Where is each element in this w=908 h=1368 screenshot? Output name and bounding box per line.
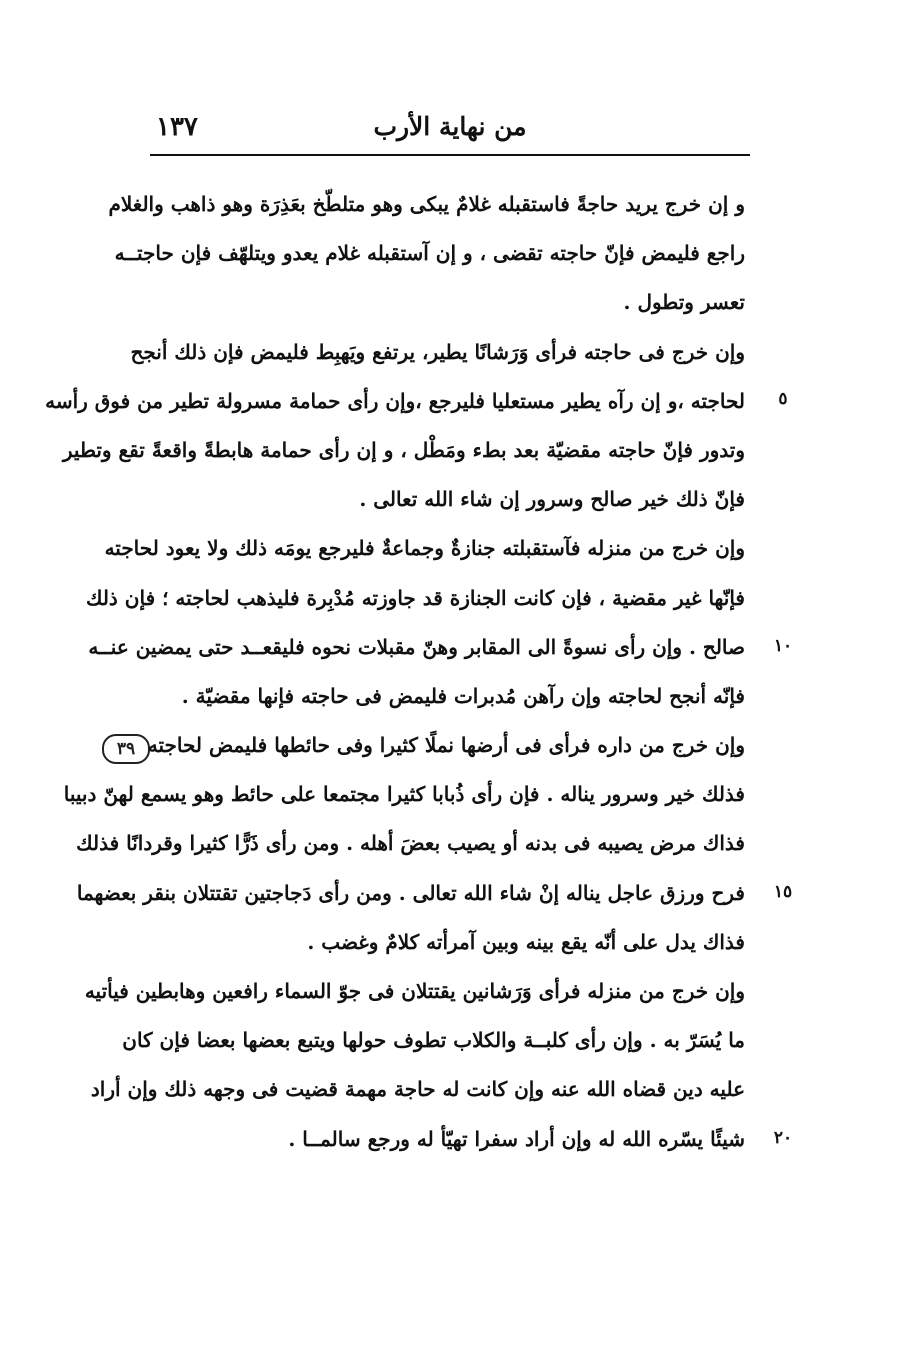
text-line: وإن خرج فى حاجته فرأى وَرَشانًا يطير، يرتفع ويَهبِط فليمض فإن ذلك أنجح [130,339,745,364]
paragraph-5 [84,967,745,1164]
text-line: تعسر وتطول . [623,290,745,315]
text-line: فذلك خير وسرور يناله . فإن رأى ذُبابا كثيرا مجتمعا على حائط وهو يسمع لهنّ دبيبا [63,782,745,807]
text-line: لحاجته ،و إن رآه يطير مستعليا فليرجع ،وإن رأى حمامة مسرولة تطير من فوق رأسه [45,388,745,413]
text-line: فإنّ ذلك خير صالح وسرور إن شاء الله تعالى . [359,487,745,512]
text-line: فإنّه أنجح لحاجته وإن رآهن مُدبرات فليمض فى حاجته فإنها مقضيّة . [181,683,745,708]
folio-stamp: ٣٩ [102,734,150,764]
running-title: من نهاية الأرب [373,112,527,141]
text-line: ما يُسَرّ به . وإن رأى كلبــة والكلاب تطوف حولها ويتبع بعضها بعضا فإن كان [122,1028,745,1053]
paragraph-2 [45,328,745,525]
text-line: صالح . وإن رأى نسوةً الى المقابر وهنّ مقبلات نحوه فليقعــد حتى يمضين عنــه [88,634,745,659]
header-rule [150,154,750,156]
text-line: فرح ورزق عاجل يناله إنْ شاء الله تعالى . ومن رأى دَجاجتين تقتتلان بنقر بعضهما [76,880,745,905]
page-header [150,104,750,150]
line-number-5: ٥ [778,389,788,409]
paragraph-1 [108,180,745,328]
text-line: فإنّها غير مقضية ، فإن كانت الجنازة قد جاوزته مُدْبِرة فليذهب لحاجته ؛ فإن ذلك [85,585,745,610]
text-line: وإن خرج من منزله فرأى وَرَشانين يقتتلان فى جوّ السماء رافعين وهابطين فيأتيه [84,979,745,1003]
text-line: عليه دين قضاه الله عنه وإن كانت له حاجة مهمة قضيت فى وجهه ذلك وإن أراد [90,1077,745,1102]
text-line: راجع فليمض فإنّ حاجته تقضى ، و إن آستقبله غلام يعدو ويتلهّف فإن حاجتــه [114,241,745,266]
text-line: شيئًا يسّره الله له وإن أراد سفرا تهيّأ له ورجع سالمــا . [288,1126,745,1151]
text-line: و إن خرج يريد حاجةً فاستقبله غلامٌ يبكى وهو متلطّخ بعَذِرَة وهو ذاهب والغلام [108,192,745,216]
page-number: ١٣٧ [156,112,198,142]
text-line: وإن خرج من منزله فآستقبلته جنازةٌ وجماعةٌ فليرجع يومَه ذلك ولا يعود لحاجته [104,536,745,561]
line-number-20: ٢٠ [773,1128,793,1148]
text-line: فذاك يدل على أنّه يقع بينه وبين آمرأته كلامٌ وغضب . [307,929,745,954]
line-number-15: ١٥ [773,882,793,902]
text-line: وتدور فإنّ حاجته مقضيّة بعد بطء ومَطْل ، و إن رأى حمامة هابطةً واقعةً تقع وتطير [62,437,745,462]
line-number-10: ١٠ [773,636,793,656]
text-line: وإن خرج من داره فرأى فى أرضها نملًا كثيرا وفى حائطها فليمض لحاجته [147,733,745,758]
text-line: فذاك مرض يصيبه فى بدنه أو يصيب بعضَ أهله . ومن رأى ذَرًّا كثيرا وقردانًا فذلك [76,831,745,856]
paragraph-3 [85,524,745,721]
